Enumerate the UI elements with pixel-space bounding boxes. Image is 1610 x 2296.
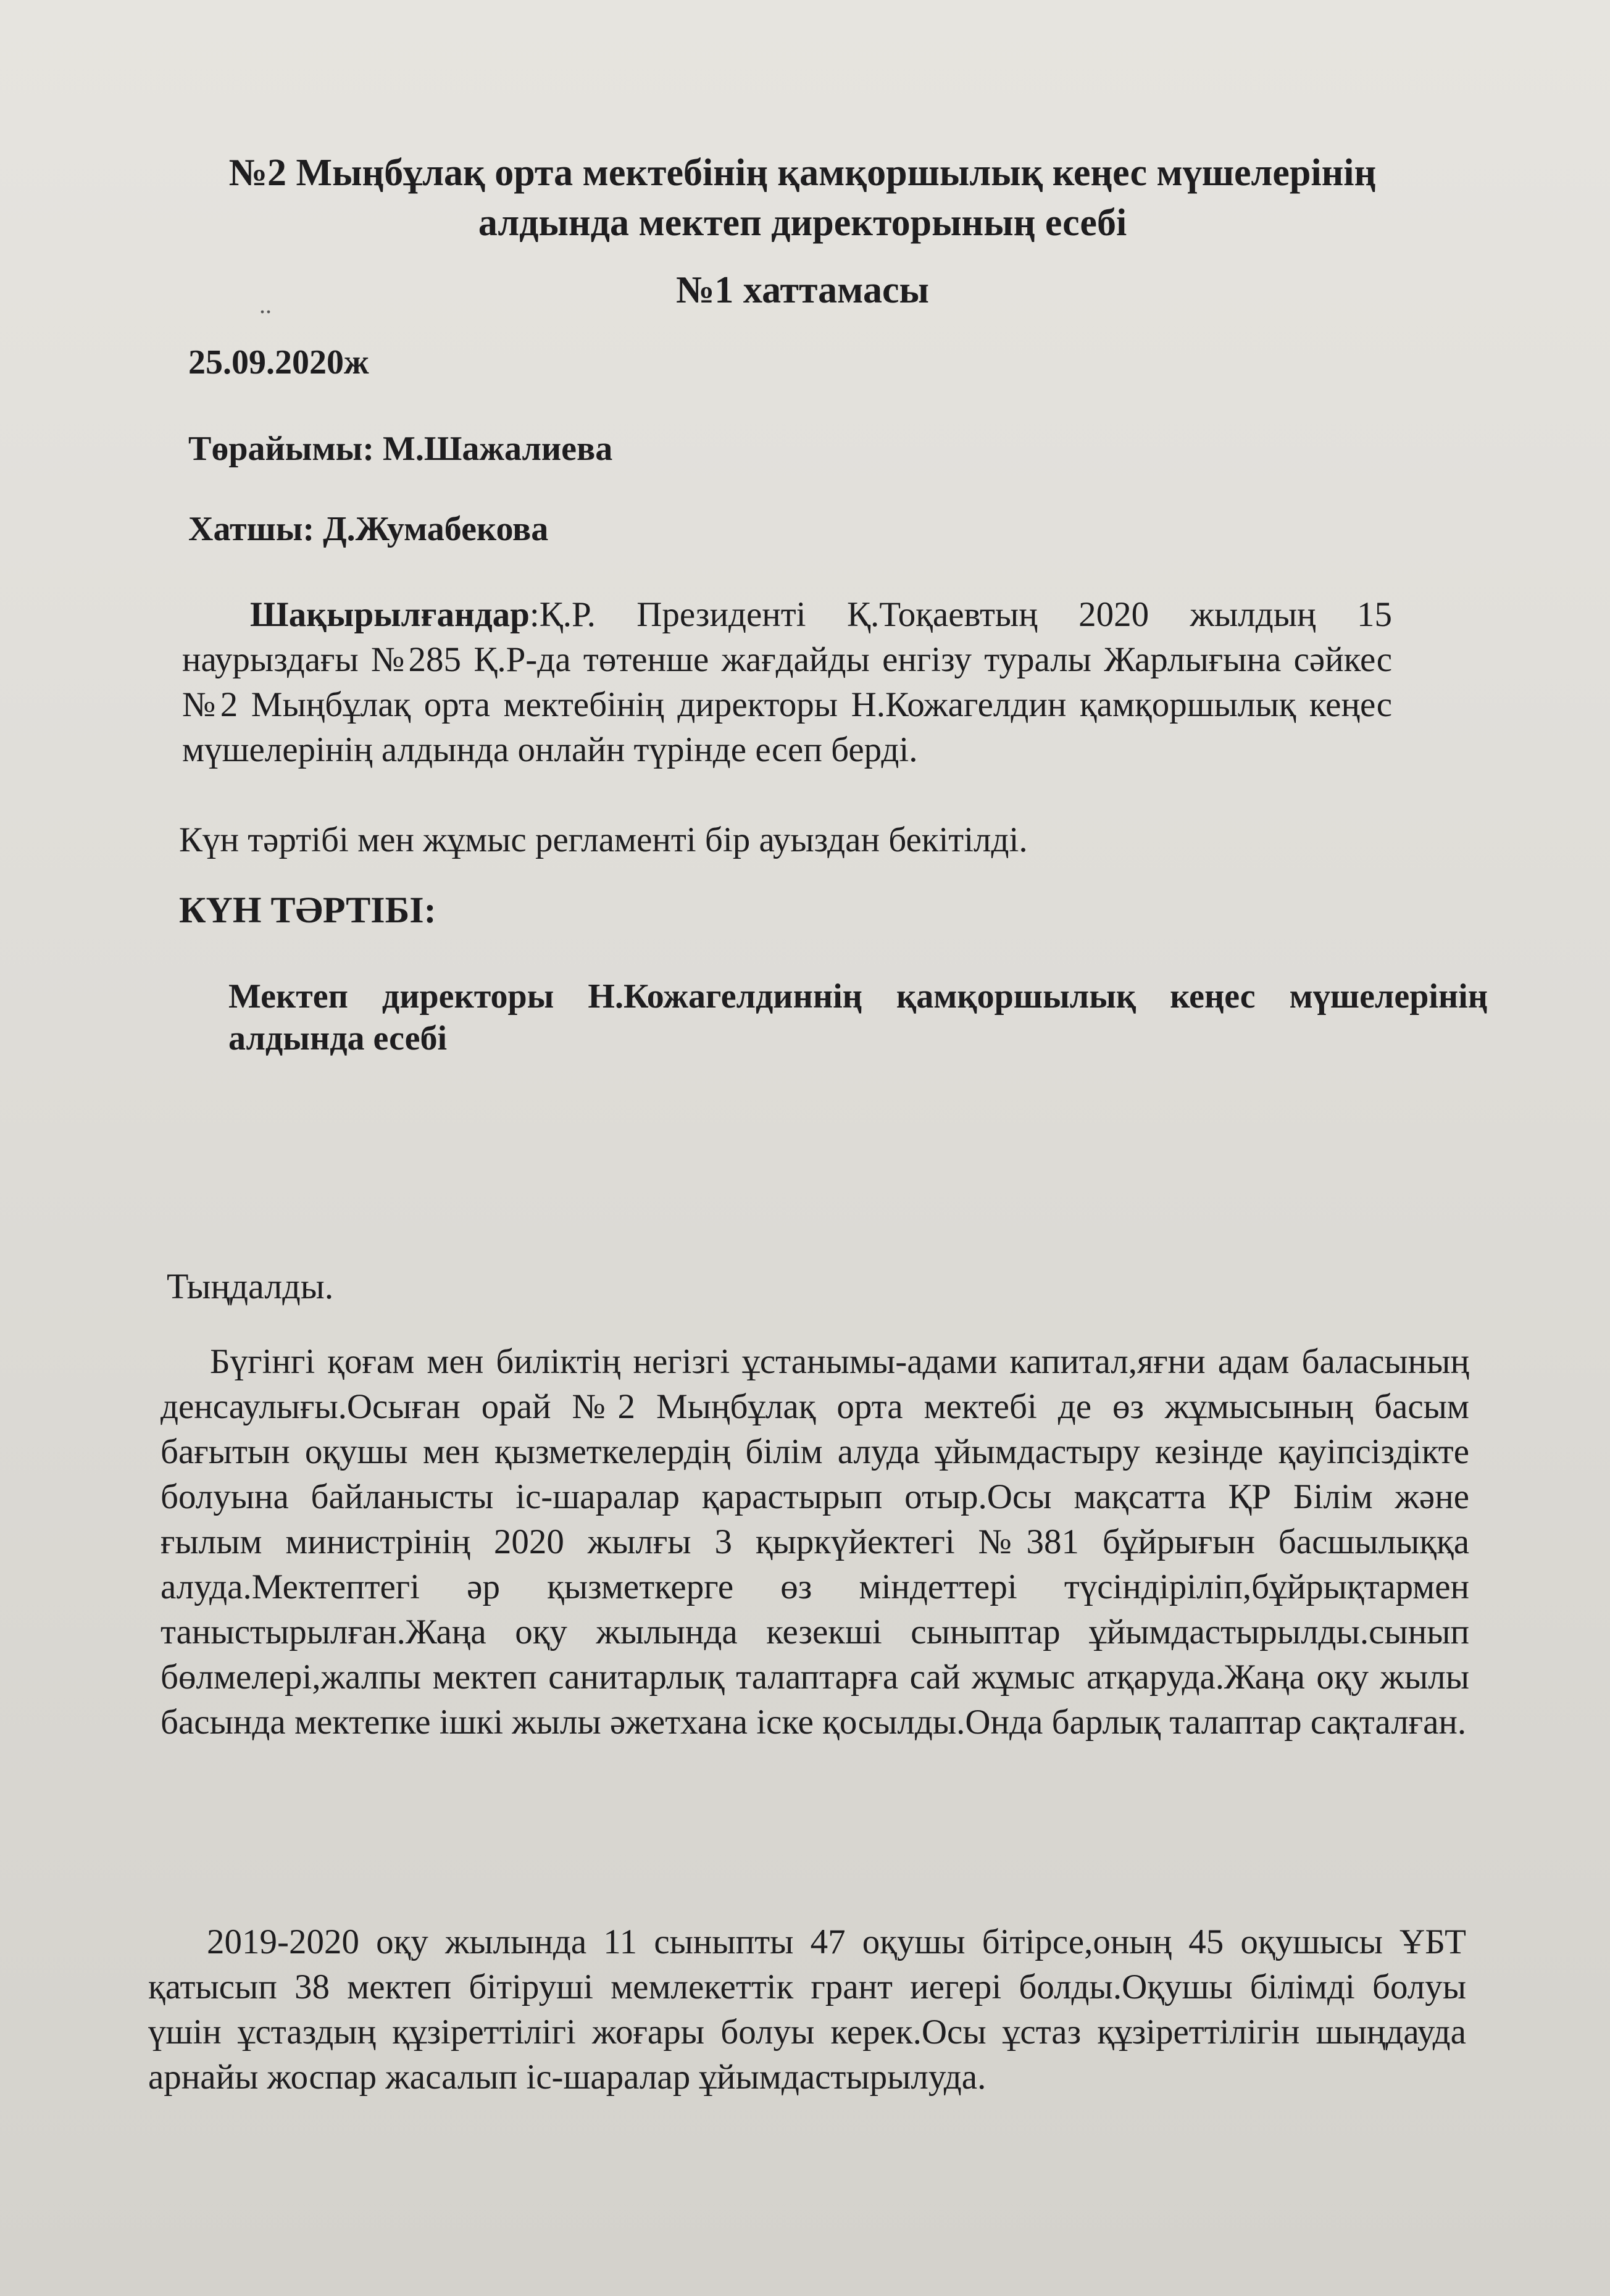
- paper-mark: ..: [259, 291, 272, 319]
- agenda-item: Мектеп директоры Н.Кожагелдиннің қамқоршылық кеңес мүшелерінің алдында есебі: [228, 977, 1488, 1058]
- invited-label: Шақырылғандар: [250, 595, 530, 634]
- invited-text: :Қ.Р. Президенті Қ.Тоқаевтың 2020 жылдың 15 наурыздағы №285 Қ.Р-да төтенше жағдайды енгізу туралы Жарлығына сәйкес №2 Мыңбұлақ орта мектебінің директоры Н.Кожагелдин қамқоршылық кеңес мүшелерінің алдында онлайн түрінде есеп берді.: [182, 595, 1392, 769]
- agenda-heading: КҮН ТӘРТІБІ:: [179, 890, 436, 930]
- regulation-line: Күн тәртібі мен жұмыс регламенті бір ауыздан бекітілді.: [179, 820, 1028, 859]
- invited-paragraph: [182, 593, 1392, 773]
- document-title: №2 Мыңбұлақ орта мектебінің қамқоршылық кеңес мүшелерінің алдында мектеп директорының есебі: [228, 152, 1377, 244]
- meeting-date: 25.09.2020ж: [188, 343, 369, 382]
- body-paragraph-1: Бүгінгі қоғам мен биліктің негізгі ұстанымы-адами капитал,яғни адам баласының денсаулығы.Осыған орай №2 Мыңбұлақ орта мектебі де өз жұмысының басым бағытын оқушы мен қызметкелердің білім алуда ұйымдастыру кезінде қауіпсіздікте болуына байланысты іс-шаралар қарастырып отыр.Осы мақсатта ҚР Білім және ғылым министрінің 2020 жылғы 3 қыркүйектегі №381 бұйрығын басшылыққа алуда.Мектептегі әр қызметкерге өз міндеттері түсіндіріліп,бұйрықтармен таныстырылған.Жаңа оқу жылында кезекші сыныптар ұйымдастырылды.сынып бөлмелері,жалпы мектеп санитарлық талаптарға сай жұмыс атқаруда.Жаңа оқу жылы басында мектепке ішкі жылы әжетхана іске қосылды.Онда барлық талаптар сақталған.: [161, 1342, 1469, 1742]
- secretary-line: Хатшы: Д.Жумабекова: [188, 510, 549, 548]
- body-paragraph-2: 2019-2020 оқу жылында 11 сыныпты 47 оқушы бітірсе,оның 45 оқушысы ҰБТ қатысып 38 мектеп бітіруші мемлекеттік грант иегері болды.Оқушы білімді болуы үшін ұстаздың құзіреттілігі жоғары болуы керек.Осы ұстаз құзіреттілігін шыңдауда арнайы жоспар жасалып іс-шаралар ұйымдастырылуда.: [148, 1922, 1466, 2097]
- chair-line: Төрайымы: М.Шажалиева: [188, 430, 613, 468]
- heard-label: Тыңдалды.: [167, 1266, 334, 1306]
- protocol-number: №1 хаттамасы: [676, 269, 929, 311]
